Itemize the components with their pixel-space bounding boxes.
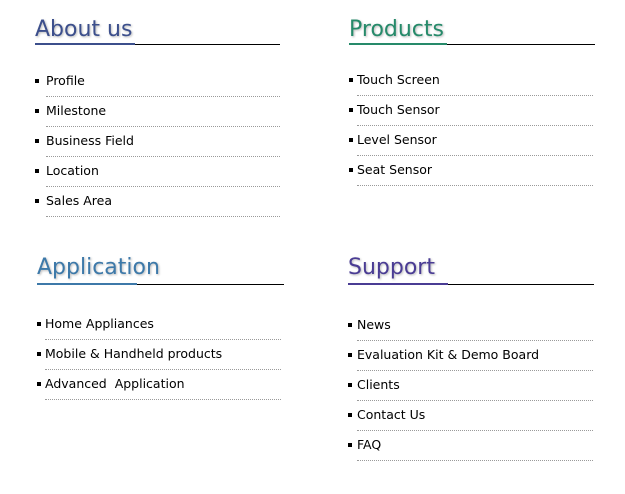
support-item-news[interactable] xyxy=(348,317,593,347)
about-us-item-sales-area[interactable] xyxy=(35,193,280,223)
support-title: Support xyxy=(348,255,435,280)
products-item-label[interactable]: Level Sensor xyxy=(357,132,437,147)
application-item-label[interactable]: Advanced Application xyxy=(45,376,185,391)
bullet-icon xyxy=(35,199,39,203)
dotted-divider xyxy=(357,430,593,431)
application-title-accent xyxy=(37,283,137,285)
bullet-icon xyxy=(348,383,352,387)
bullet-icon xyxy=(348,443,352,447)
bullet-icon xyxy=(349,108,353,112)
bullet-icon xyxy=(349,138,353,142)
products-item-label[interactable]: Touch Screen xyxy=(357,72,440,87)
support-item-label[interactable]: Contact Us xyxy=(357,407,426,422)
application-title: Application xyxy=(37,255,160,280)
dotted-divider xyxy=(45,369,281,370)
support-item-clients[interactable] xyxy=(348,377,593,407)
dotted-divider xyxy=(45,399,281,400)
dotted-divider xyxy=(357,95,593,96)
dotted-divider xyxy=(357,185,593,186)
dotted-divider xyxy=(357,125,593,126)
support-item-label[interactable]: News xyxy=(357,317,391,332)
about-us-item-location[interactable] xyxy=(35,163,280,193)
products-title-accent xyxy=(349,43,447,45)
support-item-faq[interactable] xyxy=(348,437,593,467)
application-item-label[interactable]: Home Appliances xyxy=(45,316,154,331)
about-us-item-label[interactable]: Milestone xyxy=(46,103,107,118)
about-us-item-label[interactable]: Sales Area xyxy=(46,193,113,208)
products-item-label[interactable]: Seat Sensor xyxy=(357,162,433,177)
support-item-label[interactable]: FAQ xyxy=(357,437,382,452)
bullet-icon xyxy=(37,322,41,326)
dotted-divider xyxy=(357,340,593,341)
dotted-divider xyxy=(357,400,593,401)
products-item-touch-screen[interactable] xyxy=(349,72,593,102)
application-item-label[interactable]: Mobile & Handheld products xyxy=(45,346,223,361)
dotted-divider xyxy=(46,156,280,157)
support-item-contact-us[interactable] xyxy=(348,407,593,437)
support-item-evaluation-kit[interactable] xyxy=(348,347,593,377)
dotted-divider xyxy=(46,216,280,217)
bullet-icon xyxy=(348,323,352,327)
products-item-level-sensor[interactable] xyxy=(349,132,593,162)
bullet-icon xyxy=(35,139,39,143)
bullet-icon xyxy=(348,353,352,357)
about-us-title-accent xyxy=(35,43,135,45)
dotted-divider xyxy=(46,96,280,97)
bullet-icon xyxy=(35,109,39,113)
products-item-touch-sensor[interactable] xyxy=(349,102,593,132)
dotted-divider xyxy=(357,460,593,461)
application-item-home-appliances[interactable] xyxy=(37,316,282,346)
application-item-mobile-handheld[interactable] xyxy=(37,346,282,376)
dotted-divider xyxy=(46,126,280,127)
support-title-accent xyxy=(348,283,448,285)
bullet-icon xyxy=(349,168,353,172)
application-item-advanced-application[interactable] xyxy=(37,376,282,406)
dotted-divider xyxy=(45,339,281,340)
dotted-divider xyxy=(357,155,593,156)
about-us-item-milestone[interactable] xyxy=(35,103,280,133)
bullet-icon xyxy=(35,79,39,83)
products-item-label[interactable]: Touch Sensor xyxy=(357,102,440,117)
dotted-divider xyxy=(357,370,593,371)
bullet-icon xyxy=(37,352,41,356)
bullet-icon xyxy=(37,382,41,386)
support-item-label[interactable]: Clients xyxy=(357,377,400,392)
bullet-icon xyxy=(349,78,353,82)
about-us-item-business-field[interactable] xyxy=(35,133,280,163)
about-us-title: About us xyxy=(35,17,133,42)
about-us-item-label[interactable]: Business Field xyxy=(46,133,134,148)
about-us-item-label[interactable]: Profile xyxy=(46,73,85,88)
dotted-divider xyxy=(46,186,280,187)
support-item-label[interactable]: Evaluation Kit & Demo Board xyxy=(357,347,540,362)
about-us-item-label[interactable]: Location xyxy=(46,163,99,178)
about-us-item-profile[interactable] xyxy=(35,73,280,103)
products-item-seat-sensor[interactable] xyxy=(349,162,593,192)
products-title: Products xyxy=(349,17,444,42)
bullet-icon xyxy=(348,413,352,417)
bullet-icon xyxy=(35,169,39,173)
